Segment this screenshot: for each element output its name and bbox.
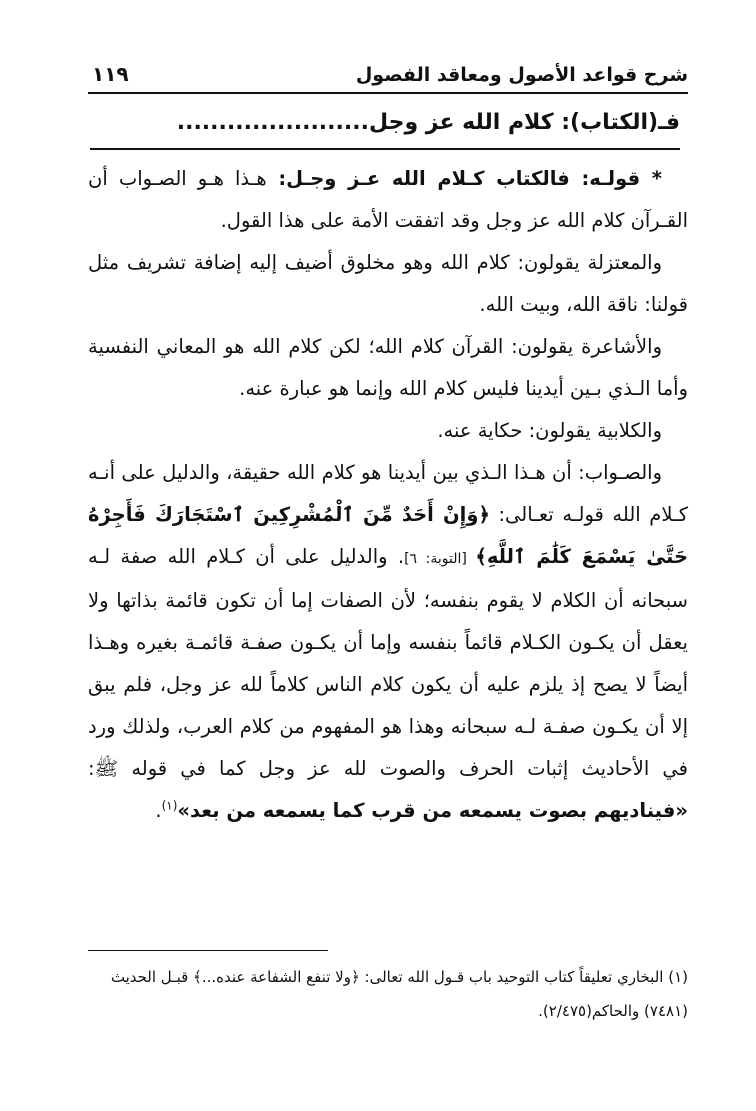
paragraph: [88, 326, 688, 410]
proof-paragraph: [88, 452, 688, 832]
paragraph-lead: * قولـه: فالكتاب كـلام الله عـز وجـل:: [266, 167, 662, 190]
paragraph-text: والكلابية يقولون: حكاية عنه.: [437, 419, 662, 442]
quran-verse: ﴿وَإِنْ أَحَدٌ مِّنَ ٱلْمُشْرِكِينَ ٱسْتَجَارَكَ فَأَجِرْهُ حَتَّىٰ يَسْمَعَ كَلَٰمَ ٱللَّهِ﴾: [88, 503, 688, 568]
paragraph-text: والمعتزلة يقولون: كلام الله وهو مخلوق أضيف إليه إضافة تشريف مثل قولنا: ناقة الله، وبيت الله.: [88, 251, 688, 316]
paragraph-text: والأشاعرة يقولون: القرآن كلام الله؛ لكن كلام الله هو المعاني النفسية وأما الـذي بـين أيدينا فليس كلام الله وإنما هو عبارة عنه.: [88, 335, 688, 400]
section-heading: فـ(الكتاب): كلام الله عز وجل.......................: [90, 110, 680, 150]
running-header: [88, 58, 688, 94]
body-text: [88, 158, 688, 832]
paragraph: [88, 242, 688, 326]
paragraph: [88, 410, 688, 452]
paragraph: [88, 158, 688, 242]
footnote: [88, 960, 688, 1028]
footnote-line: (١) البخاري تعليقاً كتاب التوحيد باب قـول الله تعالى: ﴿ولا تنفع الشفاعة عنده...﴾ قبـل الحديث: [110, 968, 688, 986]
proof-text-part1: والصـواب: أن هـذا الـذي بين أيدينا هو كلام الله حقيقة، والدليل على أنـه كـلام الله قولـه تعـالى:: [88, 461, 688, 526]
page-number: ١١٩: [92, 62, 129, 86]
footnote-marker: (١): [161, 798, 178, 813]
book-page: [88, 58, 688, 1088]
paragraph-text: هـذا هـو الصـواب أن القـرآن كلام الله عز وجل وقد اتفقت الأمة على هذا القول.: [88, 167, 688, 232]
verse-reference: [التوبة: ٦]: [404, 551, 476, 567]
footnote-divider: [88, 950, 328, 951]
header-title: شرح قواعد الأصول ومعاقد الفصول: [355, 64, 688, 86]
proof-text-end: .: [155, 799, 162, 822]
proof-text-part2: . والدليل على أن كـلام الله صفة لـه سبحانه أن الكلام لا يقوم بنفسه؛ لأن الصفات إما أن تكون قائمة بذاتها ولا يعقل أن يكـون الكـلام قائماً بنفسه وإما أن يكـون صفـة قائمـة بغيره وهـذا أيضاً لا يصح إذ يلزم عليه أن يكون كلام الناس كلاماً لله عز وجل، فلم يبق إلا أن يكـون صفـة لـه سبحانه وهذا هو المفهوم من كلام العرب، ولذلك ورد في الأحاديث إثبات الحرف والصوت لله عز وجل كما في قوله ﷺ:: [88, 545, 688, 780]
hadith-quote: «فيناديهم بصوت يسمعه من قرب كما يسمعه من بعد»: [177, 799, 688, 822]
footnote-line: (٧٤٨١) والحاكم(٢/٤٧٥).: [538, 1002, 688, 1020]
